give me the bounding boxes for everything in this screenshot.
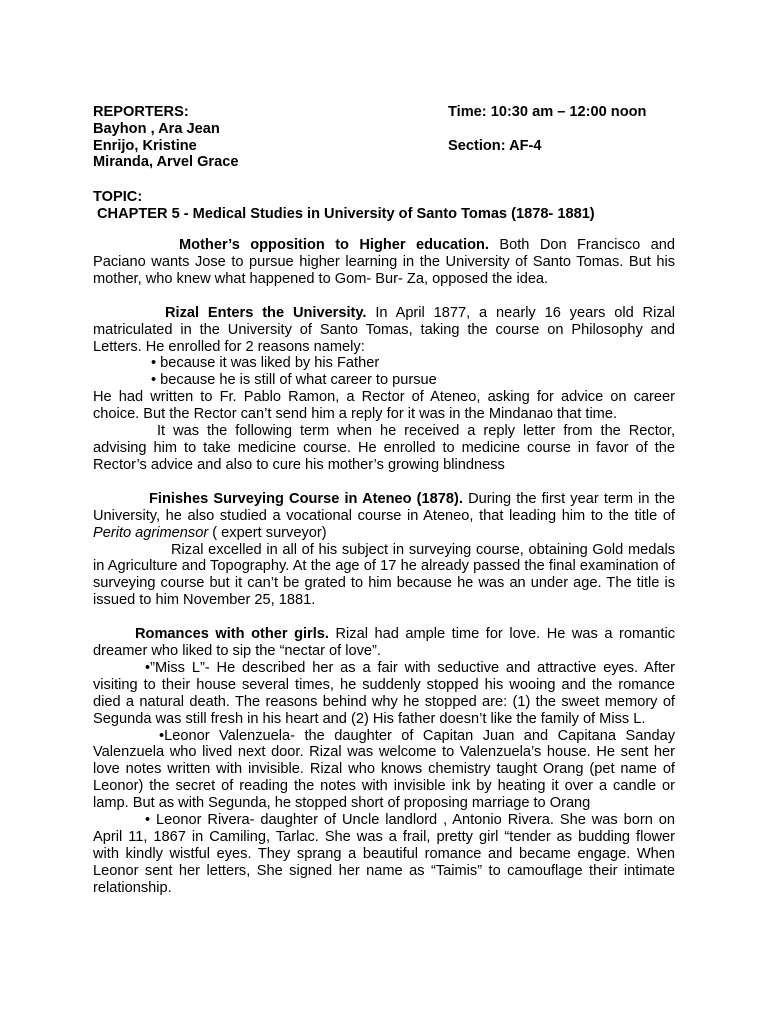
section-heading: Finishes Surveying Course in Ateneo (1878). [149, 490, 463, 507]
paragraph-text: In April 1877, a nearly 16 years old Rizal matriculated in the University of Santo Tomas, taking the course on Philosophy and Letters. He enrolled for 2 reasons namely: [93, 304, 675, 355]
paragraph-surveying-course [93, 491, 675, 542]
document-body [93, 237, 675, 897]
paragraph-text: He had written to Fr. Pablo Ramon, a Rector of Ateneo, asking for advice on career choice. But the Rector can’t send him a reply for it was in the Mindanao that time. [93, 389, 675, 423]
bullet-item: • because he is still of what career to pursue [151, 372, 437, 389]
paragraph-miss-l: •”Miss L”- He described her as a fair with seductive and attractive eyes. After visiting to their house several times, he suddenly stopped his wooing and the romance died a natural death. The reasons behind why he stopped are: (1) the sweet memory of Segunda was still fresh in his heart and (2) His father doesn’t like the family of Miss L. [93, 659, 675, 727]
paragraph-text: Rizal had ample time for love. He was a romantic dreamer who liked to sip the “nectar of love”. [93, 626, 675, 660]
paragraph-text: Rizal excelled in all of his subject in surveying course, obtaining Gold medals in Agriculture and Topography. At the age of 17 he already passed the final examination of surveying course but it can’t be grated to him because he was an under age. The title is issued to him November 25, 1881. [93, 541, 675, 609]
italic-term: Perito agrimensor [93, 524, 209, 541]
section-heading: Rizal Enters the University. [165, 304, 367, 321]
paragraph-text: During the first year term in the University, he also studied a vocational course in Ateneo, that leading him to the title of [93, 490, 675, 524]
paragraph-mother-opposition [93, 237, 675, 288]
paragraph-romances [93, 626, 675, 660]
reporter-name: Enrijo, Kristine [93, 138, 197, 154]
paragraph-leonor-rivera: • Leonor Rivera- daughter of Uncle landlord , Antonio Rivera. She was born on April 11, 1867 in Camiling, Tarlac. She was a frail, pretty girl “tender as budding flower with kindly wistful eyes. They sprang a beautiful romance and became engage. When Leonor sent her letters, She signed her name as “Taimis” to camouflage their intimate relationship. [93, 812, 675, 896]
reporters-label: REPORTERS: [93, 104, 189, 120]
paragraph-text: It was the following term when he received a reply letter from the Rector, advising him to take medicine course. He enrolled to medicine course in favor of the Rector’s advice and also to cure his mother’s growing blindness [93, 423, 675, 473]
section-heading: Romances with other girls. [135, 626, 329, 643]
topic-label: TOPIC: [93, 189, 143, 205]
paragraph-leonor-valenzuela: •Leonor Valenzuela- the daughter of Capitan Juan and Capitana Sanday Valenzuela who lived next door. Rizal was welcome to Valenzuela’s house. He sent her love notes written with invisible. Rizal who knows chemistry taught Orang (pet name of Leonor) the secret of reading the notes with invisible ink by heating it over a candle or lamp. But as with Segunda, he stopped short of proposing marriage to Orang [93, 727, 675, 812]
section-heading: Mother’s opposition to Higher education. [179, 237, 489, 253]
time-info: Time: 10:30 am – 12:00 noon [448, 104, 647, 120]
paragraph-enters-university [93, 305, 675, 356]
reporter-name: Bayhon , Ara Jean [93, 121, 220, 137]
paragraph-text: ( expert surveyor) [208, 524, 327, 541]
reporter-name: Miranda, Arvel Grace [93, 154, 239, 170]
bullet-item: • because it was liked by his Father [151, 355, 380, 372]
paragraph-text: Both Don Francisco and Paciano wants Jose to pursue higher learning in the University of Santo Tomas. But his mother, who knew what happened to Gom- Bur- Za, opposed the idea. [93, 237, 675, 287]
topic-title: CHAPTER 5 - Medical Studies in University of Santo Tomas (1878- 1881) [97, 206, 595, 222]
section-info: Section: AF-4 [448, 138, 542, 154]
